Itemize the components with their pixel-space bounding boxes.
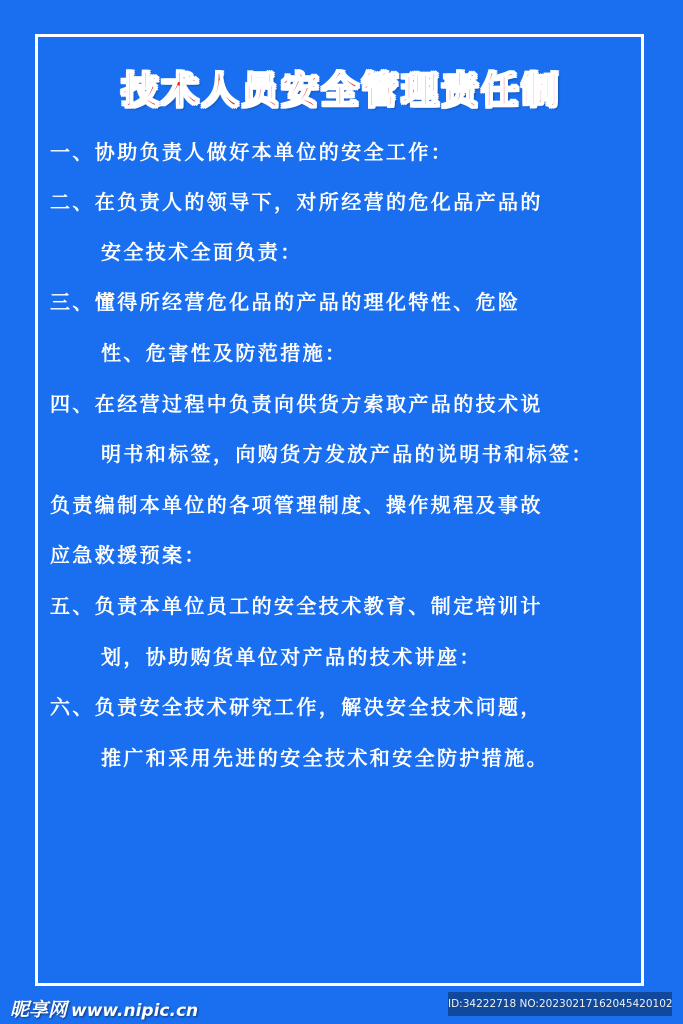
watermark-url: www.nipic.cn [71,1001,199,1021]
duty-line-6-cont: 推广和采用先进的安全技术和安全防护措施。 [101,746,549,770]
duty-line-extra-cont: 应急救援预案： [50,543,207,567]
duty-line-3: 三、懂得所经营危化品的产品的理化特性、危险 [50,290,521,314]
duty-line-5: 五、负责本单位员工的安全技术教育、制定培训计 [50,594,543,618]
duty-line-5-cont: 划，协助购货单位对产品的技术讲座： [101,645,482,669]
duty-line-3-cont: 性、危害性及防范措施： [101,341,348,365]
duty-line-1: 一、协助负责人做好本单位的安全工作： [50,140,454,164]
watermark-logo-text: 昵享网 [10,999,68,1021]
watermark-id-badge: ID:34222718 NO:20230217162045420102 [448,992,672,1016]
duty-line-4: 四、在经营过程中负责向供货方索取产品的技术说 [50,392,543,416]
sign-title: 技术人员安全管理责任制 [121,69,562,112]
duty-line-extra: 负责编制本单位的各项管理制度、操作规程及事故 [50,493,543,517]
duty-line-2: 二、在负责人的领导下，对所经营的危化品产品的 [50,190,543,214]
duty-line-6: 六、负责安全技术研究工作，解决安全技术问题， [50,695,543,719]
duty-line-4-cont: 明书和标签，向购货方发放产品的说明书和标签： [101,442,594,466]
watermark-logo [10,995,198,1022]
duty-line-2-cont: 安全技术全面负责： [101,240,303,264]
